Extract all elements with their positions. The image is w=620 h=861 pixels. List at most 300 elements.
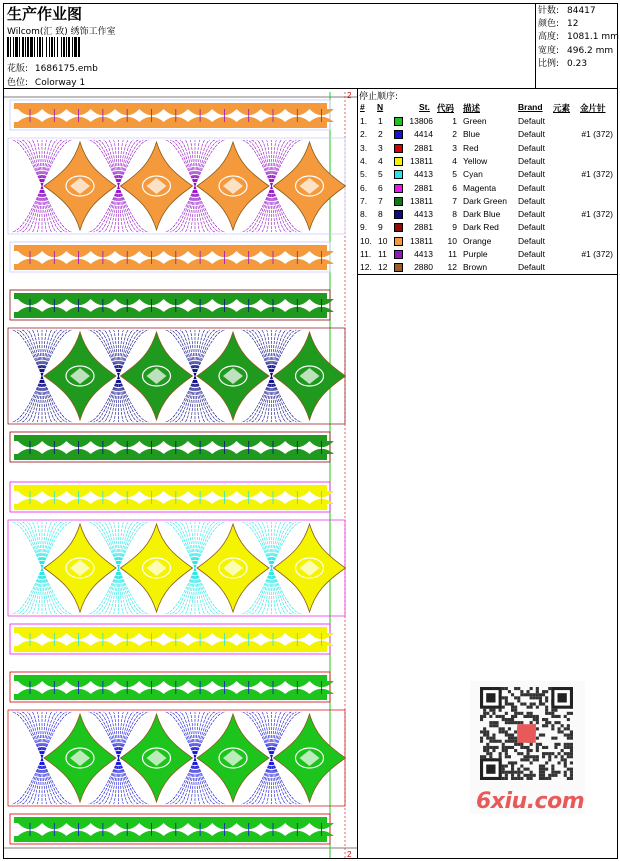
qr-module: [551, 724, 554, 727]
fan-line: [37, 140, 42, 186]
fan-line: [190, 140, 195, 186]
band-bottom-strip-bar: [14, 627, 327, 633]
qr-module: [480, 755, 483, 758]
row-code: 9: [452, 222, 457, 233]
qr-module: [489, 709, 492, 712]
qr-module: [567, 737, 570, 740]
qr-module: [511, 703, 514, 706]
qr-module: [523, 774, 526, 777]
qr-module: [489, 740, 492, 743]
qr-module: [533, 696, 536, 699]
row-needle: 2: [378, 129, 383, 140]
row-stitches: 2881: [414, 222, 433, 233]
fan-line: [37, 330, 42, 376]
qr-module: [505, 765, 508, 768]
row-code: 4: [452, 155, 457, 166]
qr-module: [558, 730, 561, 733]
qr-module: [536, 696, 539, 699]
qr-module: [570, 712, 573, 715]
qr-module: [511, 706, 514, 709]
qr-module: [567, 724, 570, 727]
qr-module: [514, 743, 517, 746]
qr-module: [558, 743, 561, 746]
qr-module: [508, 690, 511, 693]
qr-module: [514, 761, 517, 764]
qr-module: [539, 774, 542, 777]
qr-module: [558, 715, 561, 718]
qr-module: [542, 771, 545, 774]
qr-module: [536, 715, 539, 718]
stat-row: 比例: 0.23: [538, 58, 588, 69]
qr-module: [489, 737, 492, 740]
qr-module: [564, 771, 567, 774]
fan-line: [267, 140, 272, 186]
qr-module: [570, 730, 573, 733]
band-bottom-strip-bar: [14, 264, 327, 270]
qr-module: [520, 752, 523, 755]
colorway-value: Colorway 1: [34, 78, 86, 88]
qr-module: [545, 752, 548, 755]
qr-module: [511, 765, 514, 768]
qr-module: [505, 703, 508, 706]
qr-module: [527, 777, 530, 780]
qr-module: [511, 734, 514, 737]
qr-module: [542, 777, 545, 780]
qr-module: [499, 709, 502, 712]
qr-module: [496, 740, 499, 743]
fan-line: [114, 758, 119, 804]
qr-module: [514, 749, 517, 752]
row-code: 6: [452, 182, 457, 193]
col-elem-header: 元素: [553, 103, 571, 113]
qr-module: [548, 687, 551, 690]
fan-line: [27, 376, 42, 422]
fan-line: [27, 758, 42, 804]
row-description: Yellow: [463, 155, 488, 166]
qr-module: [486, 752, 489, 755]
row-code: 5: [452, 169, 457, 180]
row-brand: Default: [518, 262, 545, 273]
row-brand: Default: [518, 182, 545, 193]
qr-module: [539, 777, 542, 780]
row-description: Dark Blue: [463, 209, 501, 220]
qr-module: [483, 709, 486, 712]
row-stitches: 2881: [414, 142, 433, 153]
row-stitches: 2880: [414, 262, 433, 273]
qr-module: [505, 774, 508, 777]
qr-module: [530, 777, 533, 780]
band-top-strip-bar: [14, 293, 327, 299]
row-brand: Default: [518, 116, 545, 126]
qr-module: [496, 721, 499, 724]
qr-module: [533, 715, 536, 718]
row-stitches: 4414: [414, 129, 433, 140]
qr-module: [554, 721, 557, 724]
qr-module: [527, 749, 530, 752]
qr-module: [564, 734, 567, 737]
qr-module: [561, 724, 564, 727]
qr-module: [520, 758, 523, 761]
row-code: 2: [452, 129, 457, 140]
qr-module: [505, 777, 508, 780]
qr-module: [527, 774, 530, 777]
qr-module: [567, 712, 570, 715]
qr-module: [505, 755, 508, 758]
qr-module: [530, 696, 533, 699]
qr-module: [517, 768, 520, 771]
stop-sequence-title: 停止顺序:: [359, 92, 399, 102]
fan-line: [27, 522, 42, 568]
qr-module: [554, 715, 557, 718]
qr-module: [511, 709, 514, 712]
qr-module: [508, 734, 511, 737]
band-bottom-strip-bar: [14, 435, 327, 441]
fan-line: [114, 522, 119, 568]
qr-module: [508, 718, 511, 721]
qr-module: [527, 758, 530, 761]
qr-module: [554, 737, 557, 740]
qr-module: [505, 718, 508, 721]
qr-module: [551, 765, 554, 768]
qr-module: [483, 755, 486, 758]
qr-module: [517, 712, 520, 715]
qr-module: [530, 712, 533, 715]
ruler-mark: 2: [347, 850, 352, 859]
qr-module: [536, 706, 539, 709]
qr-module: [539, 693, 542, 696]
fan-line: [27, 330, 42, 376]
fan-line: [37, 712, 42, 758]
qr-module: [511, 693, 514, 696]
fan-line: [267, 186, 272, 232]
qr-module: [545, 724, 548, 727]
qr-module: [551, 752, 554, 755]
qr-module: [570, 761, 573, 764]
fan-line: [267, 758, 272, 804]
row-code: 7: [452, 195, 457, 206]
qr-module: [542, 755, 545, 758]
fan-line: [12, 758, 42, 804]
col-code-header: 代码: [437, 103, 455, 113]
fan-line: [17, 376, 42, 422]
row-brand: Default: [518, 142, 545, 153]
qr-module: [523, 768, 526, 771]
fan-line: [17, 568, 42, 614]
qr-module: [542, 724, 545, 727]
qr-module: [548, 712, 551, 715]
row-needle: 9: [378, 222, 383, 233]
qr-module: [520, 765, 523, 768]
col-seq-header: 金片针: [580, 103, 606, 113]
qr-module: [570, 755, 573, 758]
qr-module: [520, 703, 523, 706]
qr-module: [564, 761, 567, 764]
qr-module: [489, 724, 492, 727]
row-index: 6.: [360, 182, 368, 193]
qr-module: [483, 730, 486, 733]
fan-line: [114, 712, 119, 758]
qr-module: [483, 712, 486, 715]
band-top-strip-bar: [14, 103, 327, 109]
fan-line: [37, 758, 42, 804]
qr-module: [530, 743, 533, 746]
qr-module: [496, 746, 499, 749]
qr-module: [499, 755, 502, 758]
qr-module: [536, 755, 539, 758]
qr-module: [523, 758, 526, 761]
row-stitches: 13811: [409, 235, 433, 246]
fan-line: [37, 522, 42, 568]
qr-module: [548, 774, 551, 777]
qr-module: [505, 746, 508, 749]
qr-module: [551, 774, 554, 777]
row-stitches: 4413: [414, 209, 433, 220]
row-description: Red: [463, 142, 479, 153]
qr-module: [505, 712, 508, 715]
qr-module: [548, 777, 551, 780]
row-code: 12: [447, 262, 457, 273]
fan-line: [267, 522, 272, 568]
qr-module: [558, 761, 561, 764]
qr-module: [502, 727, 505, 730]
row-description: Brown: [463, 262, 488, 273]
fan-line: [190, 712, 195, 758]
qr-module: [536, 687, 539, 690]
qr-module: [527, 755, 530, 758]
qr-module: [514, 740, 517, 743]
design-value: 1686175.emb: [34, 64, 98, 74]
design-label: 花版:: [7, 64, 29, 74]
qr-module: [514, 687, 517, 690]
qr-module: [483, 734, 486, 737]
qr-module: [542, 765, 545, 768]
row-index: 5.: [360, 169, 368, 180]
stat-row: 高度: 1081.1 mm: [538, 32, 619, 43]
row-index: 9.: [360, 222, 368, 233]
col-brand-header: Brand: [518, 102, 543, 112]
qr-module: [517, 777, 520, 780]
band-top-strip-bar: [14, 694, 327, 700]
fan-line: [12, 186, 42, 232]
row-stitches: 2881: [414, 182, 433, 193]
ruler-mark: 2: [347, 91, 352, 100]
qr-module: [551, 771, 554, 774]
band-top-strip-bar: [14, 122, 327, 128]
band-top-strip-bar: [14, 675, 327, 681]
qr-module: [505, 696, 508, 699]
fan-line: [37, 186, 42, 232]
qr-module: [502, 765, 505, 768]
qr-finder-core: [486, 765, 495, 774]
row-needle: 1: [378, 116, 383, 126]
qr-module: [499, 715, 502, 718]
row-brand: Default: [518, 155, 545, 166]
fan-line: [267, 712, 272, 758]
qr-module: [511, 740, 514, 743]
qr-module: [492, 740, 495, 743]
qr-module: [502, 687, 505, 690]
qr-module: [508, 771, 511, 774]
band-top-strip-bar: [14, 485, 327, 491]
fan-line: [12, 376, 42, 422]
fan-line: [190, 330, 195, 376]
qr-module: [502, 743, 505, 746]
fan-line: [27, 140, 42, 186]
qr-module: [514, 715, 517, 718]
qr-module: [558, 752, 561, 755]
qr-module: [511, 715, 514, 718]
row-needle: 10: [378, 235, 388, 246]
qr-module: [508, 740, 511, 743]
qr-module: [505, 687, 508, 690]
qr-module: [520, 777, 523, 780]
qr-module: [554, 709, 557, 712]
fan-line: [114, 330, 119, 376]
qr-module: [542, 752, 545, 755]
col-hash-header: #: [360, 102, 365, 112]
qr-module: [545, 718, 548, 721]
qr-module: [517, 687, 520, 690]
col-n-header: N̲: [377, 102, 384, 112]
row-brand: Default: [518, 209, 545, 220]
row-stitches: 13811: [409, 195, 433, 206]
qr-module: [558, 771, 561, 774]
qr-module: [502, 715, 505, 718]
qr-module: [536, 693, 539, 696]
qr-module: [489, 746, 492, 749]
fan-line: [12, 330, 42, 376]
band-top-strip-bar: [14, 504, 327, 510]
qr-module: [536, 743, 539, 746]
qr-module: [511, 777, 514, 780]
qr-module: [530, 687, 533, 690]
qr-module: [514, 712, 517, 715]
qr-module: [496, 715, 499, 718]
band-top-strip-bar: [14, 312, 327, 318]
qr-finder-core: [558, 693, 567, 702]
fan-line: [27, 568, 42, 614]
qr-module: [545, 706, 548, 709]
qr-module: [530, 721, 533, 724]
qr-module: [492, 746, 495, 749]
qr-module: [517, 774, 520, 777]
qr-module: [508, 737, 511, 740]
qr-module: [492, 712, 495, 715]
qr-module: [489, 755, 492, 758]
qr-module: [551, 727, 554, 730]
qr-module: [502, 777, 505, 780]
qr-module: [533, 774, 536, 777]
row-index: 3.: [360, 142, 368, 153]
qr-module: [492, 749, 495, 752]
qr-module: [502, 749, 505, 752]
qr-module: [533, 758, 536, 761]
col-desc-header: 描述: [463, 103, 481, 113]
fan-line: [12, 522, 42, 568]
qr-module: [520, 746, 523, 749]
qr-module: [489, 752, 492, 755]
fan-line: [190, 568, 195, 614]
fan-line: [267, 376, 272, 422]
qr-module: [539, 699, 542, 702]
qr-module: [489, 721, 492, 724]
qr-module: [561, 758, 564, 761]
qr-module: [530, 703, 533, 706]
qr-module: [527, 706, 530, 709]
qr-module: [527, 746, 530, 749]
qr-module: [564, 743, 567, 746]
qr-module: [548, 758, 551, 761]
qr-module: [502, 706, 505, 709]
qr-module: [523, 693, 526, 696]
fan-line: [17, 758, 42, 804]
qr-module: [567, 768, 570, 771]
row-index: 12.: [360, 262, 372, 273]
qr-module: [520, 771, 523, 774]
row-index: 7.: [360, 195, 368, 206]
qr-module: [533, 693, 536, 696]
qr-module: [511, 721, 514, 724]
row-needle: 5: [378, 169, 383, 180]
qr-center-logo: [517, 724, 536, 743]
qr-module: [514, 709, 517, 712]
qr-module: [545, 712, 548, 715]
fan-line: [37, 568, 42, 614]
qr-module: [567, 718, 570, 721]
qr-module: [480, 737, 483, 740]
row-stitches: 13806: [409, 116, 433, 126]
qr-module: [505, 721, 508, 724]
row-code: 8: [452, 209, 457, 220]
qr-module: [533, 755, 536, 758]
qr-module: [527, 690, 530, 693]
qr-module: [542, 768, 545, 771]
qr-module: [548, 752, 551, 755]
qr-module: [483, 749, 486, 752]
qr-module: [533, 703, 536, 706]
qr-module: [530, 755, 533, 758]
qr-module: [564, 752, 567, 755]
qr-module: [564, 774, 567, 777]
qr-module: [564, 715, 567, 718]
qr-module: [511, 746, 514, 749]
qr-module: [480, 718, 483, 721]
qr-module: [558, 721, 561, 724]
qr-module: [567, 752, 570, 755]
qr-module: [545, 746, 548, 749]
qr-module: [536, 718, 539, 721]
qr-module: [536, 690, 539, 693]
qr-module: [539, 768, 542, 771]
qr-module: [511, 761, 514, 764]
fan-line: [17, 522, 42, 568]
qr-module: [554, 771, 557, 774]
qr-module: [492, 709, 495, 712]
row-description: Orange: [463, 235, 492, 246]
row-description: Green: [463, 116, 487, 126]
qr-module: [530, 774, 533, 777]
qr-module: [548, 755, 551, 758]
qr-module: [514, 730, 517, 733]
row-brand: Default: [518, 195, 545, 206]
qr-module: [511, 737, 514, 740]
qr-module: [545, 696, 548, 699]
fan-line: [17, 186, 42, 232]
qr-module: [505, 749, 508, 752]
qr-module: [480, 730, 483, 733]
row-description: Purple: [463, 249, 488, 259]
qr-module: [570, 774, 573, 777]
